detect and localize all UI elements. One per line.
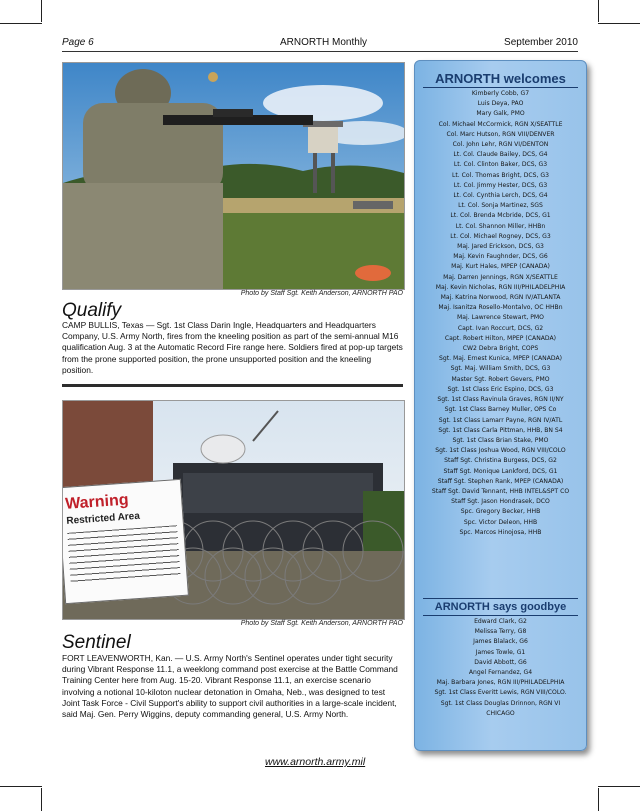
welcome-item: Staff Sgt. Jason Hondrasek, DCO <box>451 498 550 506</box>
issue-date: September 2010 <box>504 37 578 48</box>
crop-mark <box>598 23 640 24</box>
sentinel-photo-credit: Photo by Staff Sgt. Keith Anderson, ARNORTH PAO <box>240 620 403 627</box>
crop-mark <box>598 0 599 22</box>
welcome-item: Col. Marc Hutson, RGN VIII/DENVER <box>446 130 555 138</box>
welcome-item: Lt. Col. Brenda Mcbride, DCS, G1 <box>450 212 551 220</box>
welcomes-title: ARNORTH welcomes <box>435 71 566 86</box>
goodbye-item: Angel Fernandez, G4 <box>468 669 533 677</box>
page-label: Page <box>62 37 86 48</box>
welcome-item: Lt. Col. Sonja Martinez, SGS <box>458 202 543 210</box>
footer-url-link[interactable]: www.arnorth.army.mil <box>265 756 366 768</box>
welcome-item: Capt. Robert Hilton, MPEP (CANADA) <box>444 334 557 342</box>
header-rule <box>62 51 578 52</box>
welcome-item: Sgt. 1st Class Barney Muller, OPS Co <box>444 406 557 414</box>
story-divider <box>62 384 403 387</box>
sentinel-body: FORT LEAVENWORTH, Kan. — U.S. Army North's Sentinel operates under tight security during Vibrant Response 11.1, a weeklong command post exercise at the Battle Command Training Center here from Aug. 15-20. Vibrant Response 11.1, an exercise scenario involving a notional 10-kiloton nuclear detonation in Omaha, Neb., was designed to test Joint Task Force - Civil Support's ability to support civil authorities in a large-scale incident, said Maj. Gen. Perry Wiggins, deputy commanding general, U.S. Army North. <box>62 653 398 720</box>
goodbye-item: David Abbott, G6 <box>474 658 527 666</box>
welcome-item: Capt. Ivan Roccurt, DCS, G2 <box>457 324 544 332</box>
page-number-value: 6 <box>88 37 94 48</box>
sentinel-headline: Sentinel <box>62 632 131 653</box>
crop-mark <box>0 23 42 24</box>
welcome-item: Maj. Lawrence Stewart, PMO <box>457 314 544 322</box>
welcome-item: Staff Sgt. Monique Lankford, DCS, G1 <box>443 467 558 475</box>
welcome-item: Lt. Col. Cynthia Lerch, DCS, G4 <box>453 192 548 200</box>
welcome-item: Col. Michael McCormick, RGN X/SEATTLE <box>438 120 563 128</box>
warning-sign <box>62 479 189 604</box>
goodbye-item: CHICAGO <box>486 709 515 717</box>
goodbye-item: Edward Clark, G2 <box>474 618 527 625</box>
crop-mark <box>0 786 42 787</box>
welcome-item: Sgt. 1st Class Brian Stake, PMO <box>452 436 549 444</box>
page-number <box>62 37 94 48</box>
crop-mark <box>598 788 599 811</box>
welcome-item: Maj. Kevin Faughnder, DCS, G6 <box>453 253 548 261</box>
welcome-item: Sgt. 1st Class Ravinula Graves, RGN II/NY <box>437 396 564 404</box>
crop-mark <box>598 786 640 787</box>
goodbye-title: ARNORTH says goodbye <box>434 601 567 613</box>
welcome-item: Mary Galk, PMO <box>476 110 525 118</box>
page-header <box>62 37 578 49</box>
goodbye-item: Melissa Terry, G8 <box>474 628 527 636</box>
welcome-item: Col. John Lehr, RGN VI/DENTON <box>452 141 549 149</box>
qualify-photo-credit: Photo by Staff Sgt. Keith Anderson, ARNORTH PAO <box>240 290 403 297</box>
welcome-item: Staff Sgt. David Tennant, HHB INTEL&SPT CO <box>431 487 570 495</box>
welcome-item: Sgt. Maj. Ernest Kunica, MPEP (CANADA) <box>438 355 563 363</box>
goodbye-item: Sgt. 1st Class Everitt Lewis, RGN VIII/COLO. <box>434 689 567 697</box>
welcome-item: Maj. Kevin Nicholas, RGN III/PHILADELPHIA <box>435 283 566 291</box>
qualify-photo-illustration <box>63 63 404 289</box>
qualify-headline: Qualify <box>62 300 122 321</box>
goodbye-item: James Towle, G1 <box>475 648 526 656</box>
goodbyes-list <box>415 617 586 719</box>
welcome-item: Staff Sgt. Christina Burgess, DCS, G2 <box>444 457 557 465</box>
welcome-item: CW2 Debra Bright, COPS <box>462 345 539 353</box>
warning-sign-title: Warning <box>64 491 130 513</box>
welcome-item: Sgt. 1st Class Eric Espino, DCS, G3 <box>447 385 554 393</box>
goodbye-rule-bottom <box>423 615 578 616</box>
welcome-item: Maj. Darren Jennings, RGN X/SEATTLE <box>443 273 558 281</box>
welcome-item: Sgt. 1st Class Joshua Wood, RGN VIII/COLO <box>435 447 566 455</box>
goodbye-item: James Blalack, G6 <box>473 638 528 646</box>
welcome-item: Kimberly Cobb, G7 <box>471 90 530 97</box>
welcomes-list <box>415 89 586 538</box>
welcome-item: Spc. Gregory Becker, HHB <box>460 508 541 516</box>
goodbye-item: Maj. Barbara Jones, RGN III/PHILADELPHIA <box>436 679 565 687</box>
welcome-item: Luis Deya, PAO <box>477 100 524 108</box>
warning-sign-subtitle: Restricted Area <box>66 510 141 527</box>
welcome-item: Maj. Isanitza Rosello-Montalvo, OC HHBn <box>438 304 563 312</box>
welcome-item: Sgt. 1st Class Lamarr Payne, RGN IV/ATL <box>438 416 563 424</box>
crop-mark <box>41 0 42 22</box>
qualify-body: CAMP BULLIS, Texas — Sgt. 1st Class Darin Ingle, Headquarters and Headquarters Company, U.S. Army North, fires from the kneeling position as part of the semi-annual M16 qualification Aug. 3 at the Automatic Record Fire range here. Soldiers fired at pop-up targets from the prone supported position, the prone unsupported position and the kneeling position. <box>62 320 403 375</box>
qualify-photo <box>62 62 405 290</box>
goodbye-item: Sgt. 1st Class Douglas Drinnon, RGN VI <box>440 699 561 707</box>
welcome-item: Sgt. Maj. William Smith, DCS, G3 <box>450 365 551 373</box>
welcome-item: Maj. Jared Erickson, DCS, G3 <box>457 243 544 251</box>
welcome-item: Spc. Victor Deleon, HHB <box>463 518 538 526</box>
welcome-item: Lt. Col. Clinton Baker, DCS, G3 <box>453 161 548 169</box>
welcome-item: Spc. Marcos Hinojosa, HHB <box>459 528 542 536</box>
welcome-item: Lt. Col. Jimmy Hester, DCS, G3 <box>453 181 548 189</box>
goodbye-rule-top <box>423 598 578 599</box>
personnel-sidebar <box>414 60 587 751</box>
welcome-item: Staff Sgt. Stephen Rank, MPEP (CANADA) <box>437 477 564 485</box>
welcome-item: Master Sgt. Robert Gevers, PMO <box>451 375 550 383</box>
welcomes-rule <box>423 87 578 88</box>
welcome-item: Lt. Col. Shannon Miller, HHBn <box>455 222 546 230</box>
crop-mark <box>41 788 42 811</box>
welcome-item: Sgt. 1st Class Carla Pittman, HHB, BN S4 <box>438 426 563 434</box>
warning-sign-fine-print <box>67 525 180 585</box>
publication-title: ARNORTH Monthly <box>280 37 368 48</box>
sentinel-photo <box>62 400 405 620</box>
welcome-item: Lt. Col. Thomas Bright, DCS, G3 <box>452 171 549 179</box>
welcome-item: Maj. Katrina Norwood, RGN IV/ATLANTA <box>440 294 561 302</box>
welcome-item: Maj. Kurt Hales, MPEP (CANADA) <box>451 263 550 271</box>
welcome-item: Lt. Col. Michael Rogney, DCS, G3 <box>450 232 551 240</box>
welcome-item: Lt. Col. Claude Bailey, DCS, G4 <box>453 151 548 159</box>
